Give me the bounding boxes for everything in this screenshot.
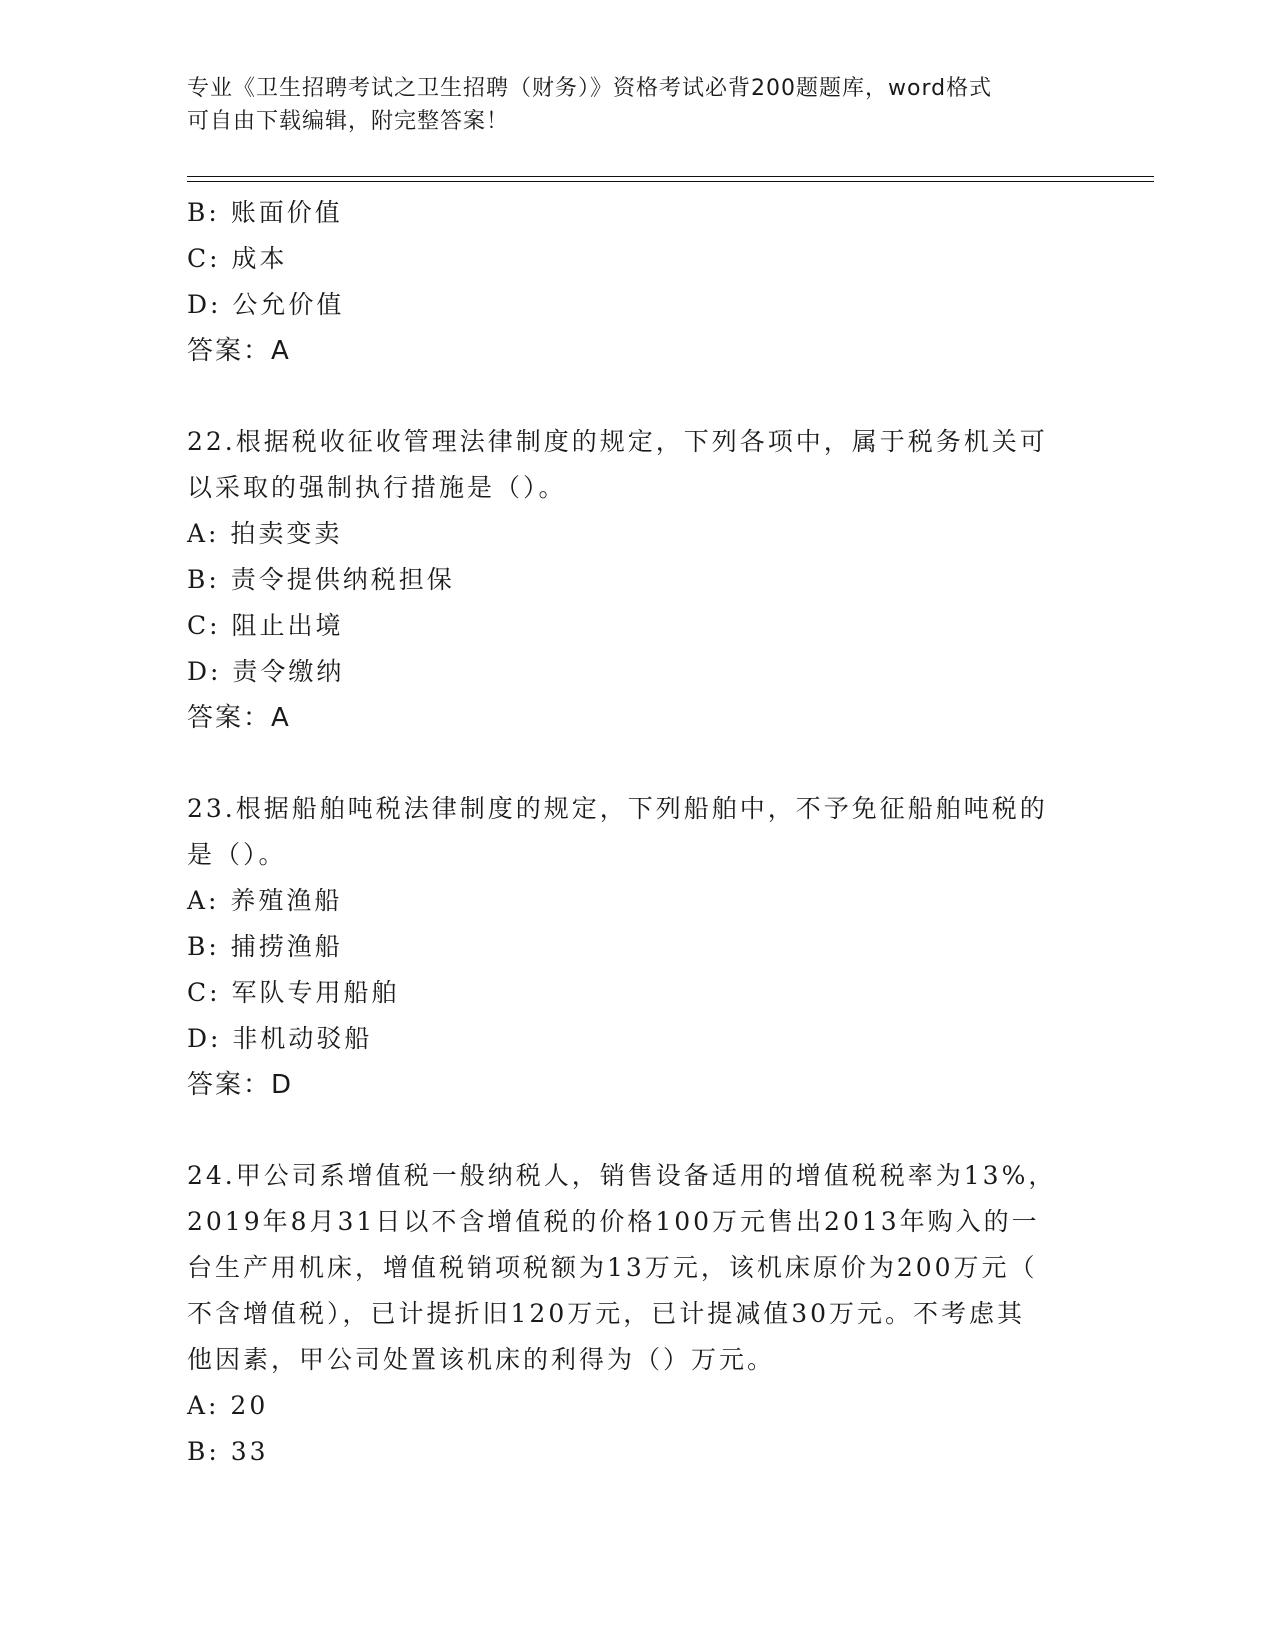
answer-label: 答案：D — [187, 1070, 294, 1100]
question-23 — [187, 786, 1087, 1108]
header-rule-top — [187, 176, 1154, 177]
answer-label: 答案：A — [187, 703, 291, 733]
option-d: D: 公允价值 — [187, 290, 345, 319]
question-text-line: 以采取的强制执行措施是（）。 — [187, 473, 567, 502]
option-c: C: 阻止出境 — [187, 611, 344, 640]
option-b: B: 账面价值 — [187, 198, 343, 227]
option-c: C: 军队专用船舶 — [187, 978, 400, 1007]
option-a: A: 拍卖变卖 — [187, 519, 343, 548]
question-text-line: 是（）。 — [187, 840, 287, 869]
question-text-line: 22.根据税收征收管理法律制度的规定，下列各项中，属于税务机关可 — [187, 427, 1048, 456]
option-b: B: 捕捞渔船 — [187, 932, 343, 961]
question-24 — [187, 1153, 1087, 1475]
option-a: A: 养殖渔船 — [187, 886, 343, 915]
option-c: C: 成本 — [187, 244, 288, 273]
answer-label: 答案：A — [187, 336, 291, 366]
question-text-line: 2019年8月31日以不含增值税的价格100万元售出2013年购入的一 — [187, 1207, 1040, 1236]
question-22 — [187, 419, 1087, 741]
question-text-line: 他因素，甲公司处置该机床的利得为（）万元。 — [187, 1345, 776, 1374]
question-text-line: 24.甲公司系增值税一般纳税人，销售设备适用的增值税税率为13%， — [187, 1161, 1057, 1190]
header-line-2: 可自由下载编辑，附完整答案！ — [187, 109, 510, 134]
header-rule-bottom — [187, 181, 1154, 182]
header-line-1: 专业《卫生招聘考试之卫生招聘（财务）》资格考试必背200题题库，word格式 — [187, 76, 993, 101]
question-list — [187, 190, 1087, 1475]
question-text-line: 23.根据船舶吨税法律制度的规定，下列船舶中，不予免征船舶吨税的 — [187, 794, 1048, 823]
option-b: B: 33 — [187, 1437, 269, 1466]
question-21-tail — [187, 190, 1087, 374]
option-b: B: 责令提供纳税担保 — [187, 565, 455, 594]
option-a: A: 20 — [187, 1391, 269, 1420]
option-d: D: 责令缴纳 — [187, 657, 345, 686]
question-text-line: 不含增值税），已计提折旧120万元，已计提减值30万元。不考虑其 — [187, 1299, 1026, 1328]
spacer — [187, 1108, 1087, 1153]
spacer — [187, 374, 1087, 419]
spacer — [187, 741, 1087, 786]
option-d: D: 非机动驳船 — [187, 1024, 373, 1053]
question-text-line: 台生产用机床，增值税销项税额为13万元，该机床原价为200万元（ — [187, 1253, 1038, 1282]
document-header — [187, 72, 1087, 138]
